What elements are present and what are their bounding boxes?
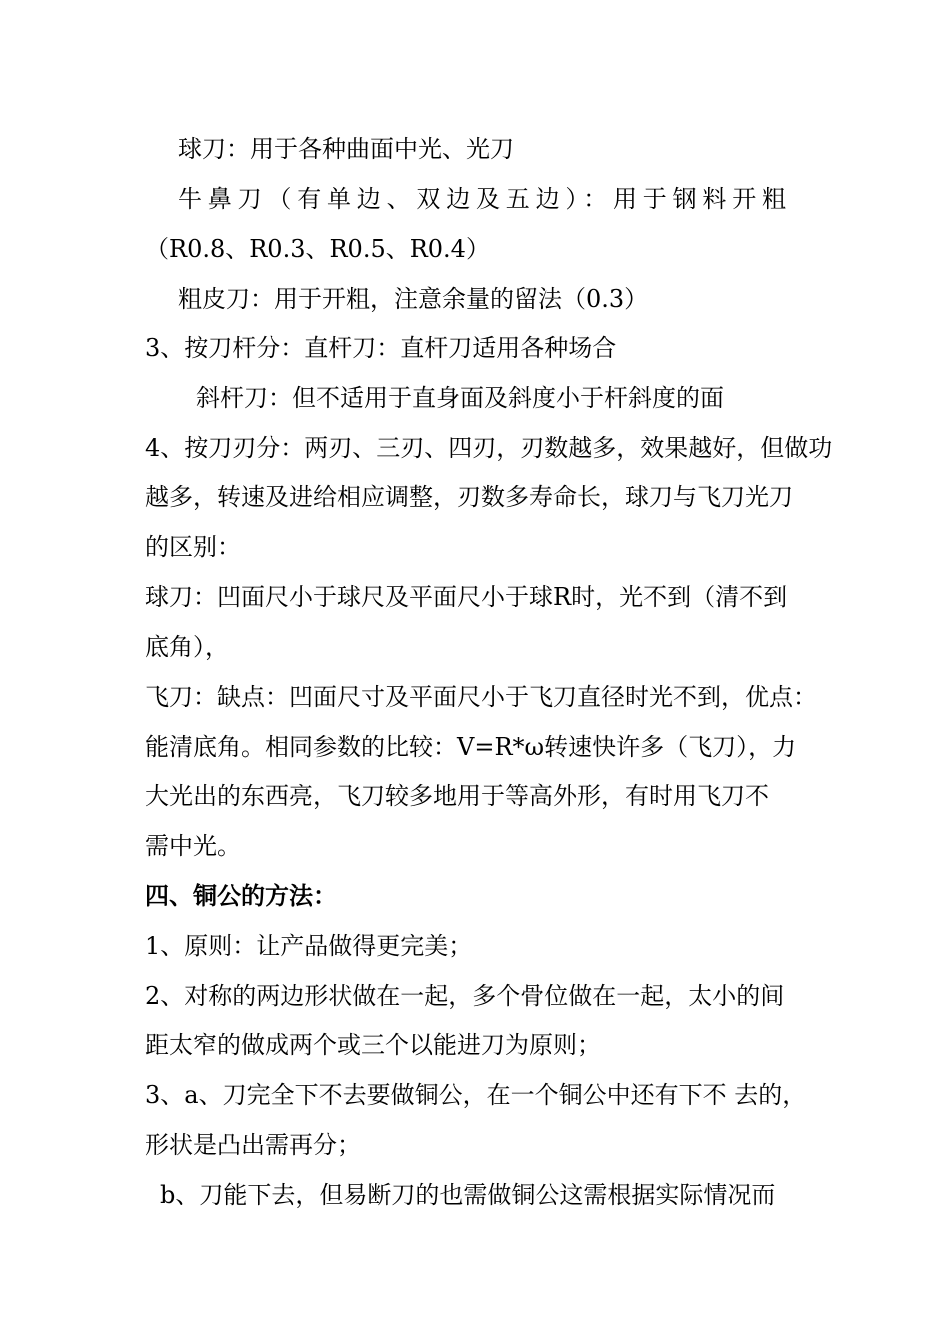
text-line: 球刀：凹面尺小于球尺及平面尺小于球R时，光不到（清不到 — [145, 583, 788, 611]
text-line: 4、按刀刃分：两刃、三刃、四刃，刃数越多，效果越好，但做功 — [145, 434, 833, 462]
text-line: 距太窄的做成两个或三个以能进刀为原则； — [145, 1031, 601, 1059]
text-line: 越多，转速及进给相应调整，刃数多寿命长，球刀与飞刀光刀 — [145, 483, 793, 511]
text-line: 需中光。 — [145, 832, 241, 860]
text-line: 粗皮刀：用于开粗，注意余量的留法（0.3） — [178, 285, 649, 313]
text-line: 斜杆刀：但不适用于直身面及斜度小于杆斜度的面 — [196, 384, 724, 412]
text-line: 大光出的东西亮，飞刀较多地用于等高外形，有时用飞刀不 — [145, 782, 769, 810]
text-line: 2、对称的两边形状做在一起，多个骨位做在一起，太小的间 — [145, 982, 785, 1010]
text-line: 牛鼻刀（有单边、双边及五边）：用于钢料开粗 — [178, 185, 792, 213]
text-line: 3、a、刀完全下不去要做铜公，在一个铜公中还有下不 去的， — [145, 1081, 807, 1109]
section-heading: 四、铜公的方法： — [145, 881, 337, 910]
text-line: 3、按刀杆分：直杆刀：直杆刀适用各种场合 — [145, 334, 617, 362]
text-line: b、刀能下去，但易断刀的也需做铜公这需根据实际情况而 — [160, 1181, 776, 1209]
text-line: 球刀：用于各种曲面中光、光刀 — [178, 135, 514, 163]
text-line: 底角）， — [145, 633, 229, 661]
text-line: （R0.8、R0.3、R0.5、R0.4） — [145, 235, 490, 263]
text-line: 1、原则：让产品做得更完美； — [145, 932, 473, 960]
text-line: 能清底角。相同参数的比较：V=R*ω转速快许多（飞刀），力 — [145, 733, 797, 761]
text-line: 的区别： — [145, 533, 241, 561]
text-line: 飞刀：缺点：凹面尺寸及平面尺小于飞刀直径时光不到，优点： — [145, 683, 817, 711]
text-line: 形状是凸出需再分； — [145, 1131, 361, 1159]
